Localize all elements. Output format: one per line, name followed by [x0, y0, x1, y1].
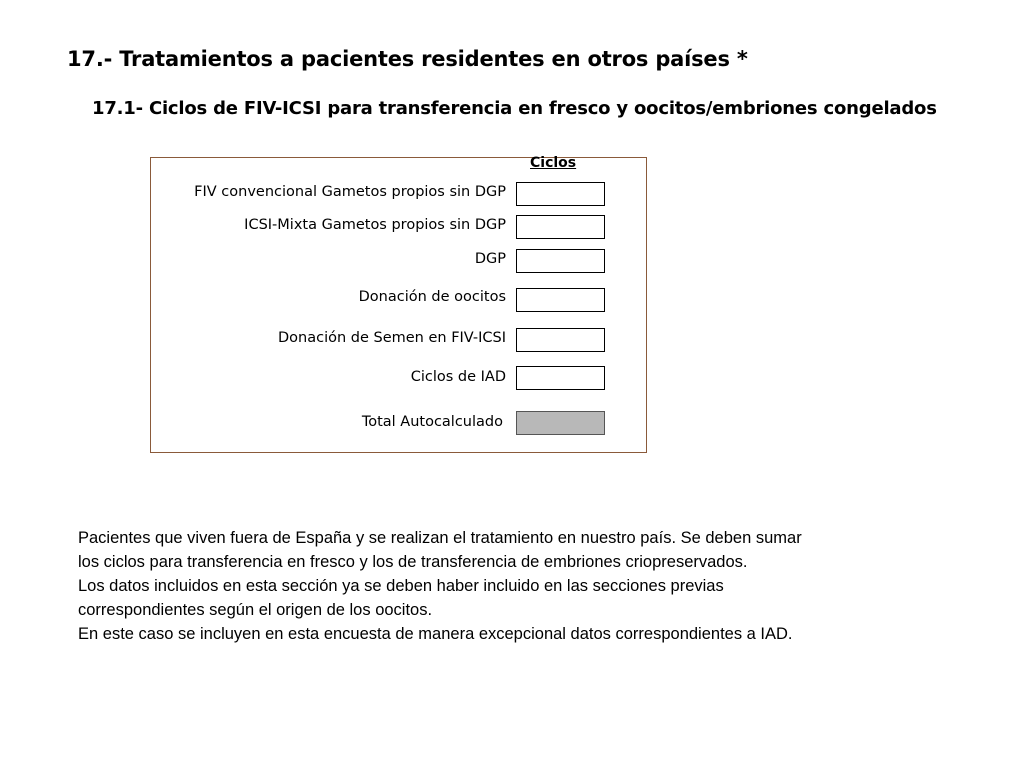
total-autocalculado-field: [516, 411, 605, 435]
page-title: 17.- Tratamientos a pacientes residentes en otros países *: [67, 47, 748, 71]
note-line: los ciclos para transferencia en fresco y los de transferencia de embriones criopreservados.: [78, 553, 748, 571]
note-line: Pacientes que viven fuera de España y se realizan el tratamiento en nuestro país. Se deben sumar: [78, 529, 802, 547]
note-line: Los datos incluidos en esta sección ya se deben haber incluido en las secciones previas: [78, 577, 724, 595]
row-label-icsi-mixta: ICSI-Mixta Gametos propios sin DGP: [244, 217, 506, 233]
donacion-oocitos-input[interactable]: [516, 288, 605, 312]
ciclos-iad-input[interactable]: [516, 366, 605, 390]
row-label-fiv-convencional: FIV convencional Gametos propios sin DGP: [194, 184, 506, 200]
fiv-convencional-input[interactable]: [516, 182, 605, 206]
row-label-ciclos-iad: Ciclos de IAD: [410, 369, 506, 385]
dgp-input[interactable]: [516, 249, 605, 273]
icsi-mixta-input[interactable]: [516, 215, 605, 239]
row-label-total: Total Autocalculado: [361, 414, 503, 430]
donacion-semen-input[interactable]: [516, 328, 605, 352]
note-line: En este caso se incluyen en esta encuesta de manera excepcional datos correspondientes a IAD.: [78, 625, 793, 643]
explanatory-note: [78, 526, 978, 646]
column-header-ciclos: Ciclos: [530, 155, 577, 171]
section-subtitle: 17.1- Ciclos de FIV-ICSI para transferencia en fresco y oocitos/embriones congelados: [92, 98, 937, 119]
row-label-donacion-semen: Donación de Semen en FIV-ICSI: [277, 330, 506, 346]
note-line: correspondientes según el origen de los oocitos.: [78, 601, 433, 619]
row-label-dgp: DGP: [474, 251, 506, 267]
row-label-donacion-oocitos: Donación de oocitos: [358, 289, 506, 305]
